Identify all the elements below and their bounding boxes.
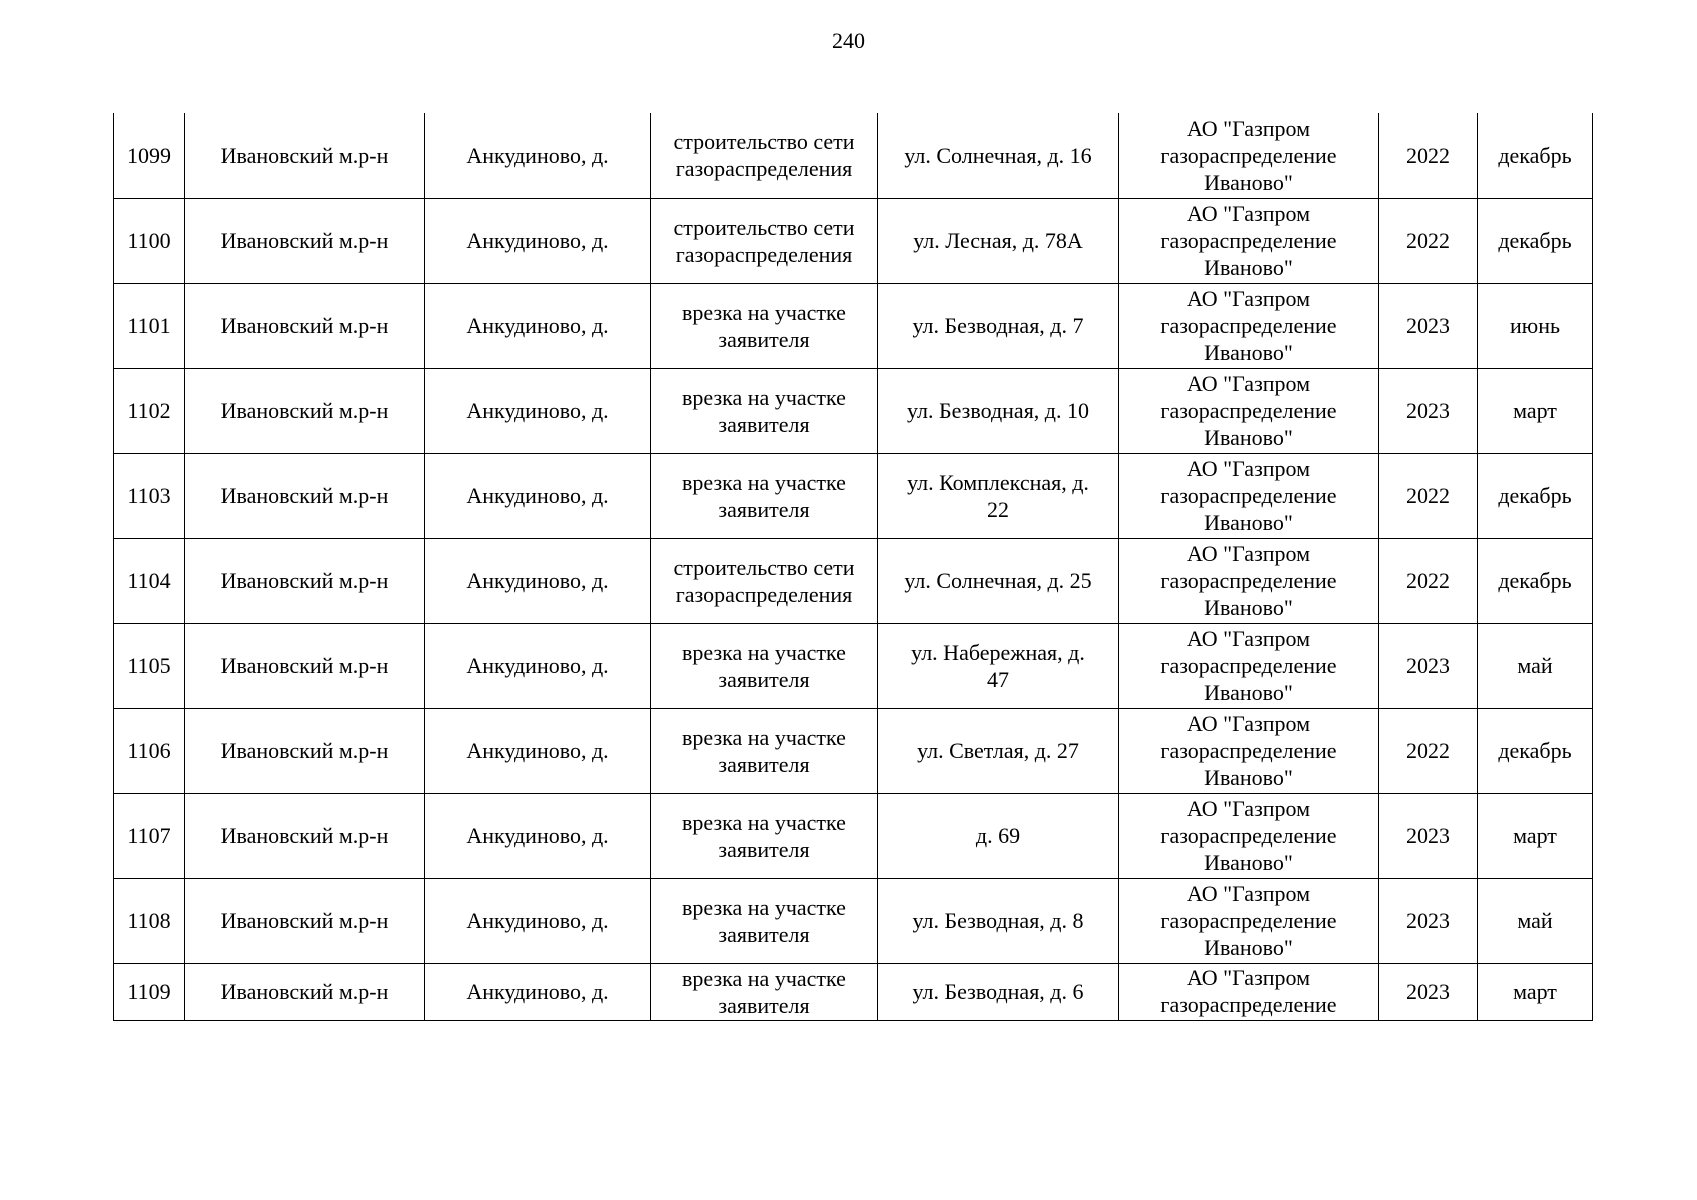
month-cell-text: май — [1517, 908, 1553, 933]
address-cell — [878, 793, 1119, 878]
address-cell — [878, 198, 1119, 283]
table-row — [114, 368, 1593, 453]
gas-connection-table — [113, 113, 1593, 1021]
row-number-cell — [114, 113, 185, 198]
month-cell — [1478, 368, 1593, 453]
row-number-cell — [114, 453, 185, 538]
month-cell — [1478, 793, 1593, 878]
month-cell — [1478, 878, 1593, 963]
locality-cell-text: Анкудиново, д. — [466, 483, 609, 508]
work-type-cell — [651, 538, 878, 623]
org-cell — [1119, 623, 1379, 708]
year-cell — [1379, 113, 1478, 198]
address-cell — [878, 538, 1119, 623]
row-number-cell — [114, 538, 185, 623]
locality-cell-text: Анкудиново, д. — [466, 653, 609, 678]
work-type-cell — [651, 878, 878, 963]
district-cell — [185, 708, 425, 793]
locality-cell — [425, 283, 651, 368]
work-type-cell — [651, 453, 878, 538]
month-cell — [1478, 283, 1593, 368]
work-type-cell-text: врезка на участке заявителя — [682, 965, 846, 1018]
row-number-cell — [114, 878, 185, 963]
row-number-cell-text: 1109 — [127, 979, 171, 1004]
org-cell — [1119, 708, 1379, 793]
year-cell — [1379, 793, 1478, 878]
month-cell-text: декабрь — [1498, 142, 1572, 168]
address-cell-text: ул. Безводная, д. 6 — [912, 979, 1084, 1004]
org-cell — [1119, 538, 1379, 623]
locality-cell-text: Анкудиново, д. — [466, 313, 609, 338]
table-row — [114, 708, 1593, 793]
locality-cell-text: Анкудиново, д. — [466, 228, 609, 253]
district-cell-text: Ивановский м.р-н — [220, 653, 389, 678]
work-type-cell — [651, 708, 878, 793]
address-cell — [878, 963, 1119, 1020]
work-type-cell-text: строительство сети газораспределения — [673, 129, 855, 182]
table-row — [114, 283, 1593, 368]
address-cell-text: ул. Светлая, д. 27 — [917, 738, 1079, 763]
locality-cell-text: Анкудиново, д. — [466, 398, 609, 423]
row-number-cell — [114, 283, 185, 368]
address-cell-text: ул. Безводная, д. 10 — [906, 398, 1089, 423]
row-number-cell-text: 1103 — [127, 483, 171, 508]
table-row — [114, 878, 1593, 963]
district-cell-text: Ивановский м.р-н — [220, 979, 389, 1004]
year-cell-text: 2023 — [1406, 398, 1450, 423]
year-cell-text: 2022 — [1406, 483, 1450, 508]
address-cell-text: ул. Солнечная, д. 16 — [904, 142, 1092, 168]
year-cell-text: 2023 — [1406, 979, 1450, 1004]
month-cell-text: март — [1513, 398, 1557, 423]
district-cell-text: Ивановский м.р-н — [220, 568, 389, 593]
locality-cell — [425, 793, 651, 878]
row-number-cell — [114, 708, 185, 793]
month-cell — [1478, 453, 1593, 538]
table-body — [114, 113, 1593, 1020]
work-type-cell-text: врезка на участке заявителя — [682, 384, 846, 437]
address-cell — [878, 368, 1119, 453]
row-number-cell — [114, 963, 185, 1020]
work-type-cell-text: строительство сети газораспределения — [673, 214, 855, 267]
year-cell — [1379, 198, 1478, 283]
year-cell — [1379, 878, 1478, 963]
year-cell-text: 2022 — [1406, 738, 1450, 763]
address-cell-text: ул. Комплексная, д. 22 — [907, 469, 1089, 522]
month-cell — [1478, 963, 1593, 1020]
locality-cell-text: Анкудиново, д. — [466, 979, 609, 1004]
district-cell — [185, 538, 425, 623]
district-cell — [185, 453, 425, 538]
work-type-cell — [651, 198, 878, 283]
table-row — [114, 963, 1593, 1020]
org-cell-text: АО "Газпром газораспределение Иваново" — [1160, 115, 1337, 195]
work-type-cell-text: врезка на участке заявителя — [682, 809, 846, 862]
address-cell-text: ул. Безводная, д. 8 — [912, 908, 1084, 933]
month-cell — [1478, 198, 1593, 283]
org-cell — [1119, 878, 1379, 963]
month-cell — [1478, 538, 1593, 623]
district-cell-text: Ивановский м.р-н — [220, 398, 389, 423]
month-cell — [1478, 623, 1593, 708]
locality-cell — [425, 538, 651, 623]
org-cell-text: АО "Газпром газораспределение Иваново" — [1160, 456, 1337, 535]
month-cell-text: декабрь — [1498, 738, 1572, 763]
district-cell — [185, 878, 425, 963]
work-type-cell — [651, 623, 878, 708]
locality-cell — [425, 368, 651, 453]
locality-cell-text: Анкудиново, д. — [466, 142, 609, 168]
district-cell-text: Ивановский м.р-н — [220, 228, 389, 253]
year-cell — [1379, 538, 1478, 623]
district-cell — [185, 283, 425, 368]
org-cell-text: АО "Газпром газораспределение Иваново" — [1160, 541, 1337, 620]
month-cell-text: декабрь — [1498, 228, 1572, 253]
locality-cell-text: Анкудиново, д. — [466, 568, 609, 593]
year-cell-text: 2023 — [1406, 653, 1450, 678]
org-cell-text: АО "Газпром газораспределение — [1160, 964, 1337, 1017]
page-number: 240 — [832, 28, 865, 53]
address-cell-text: д. 69 — [975, 823, 1021, 848]
row-number-cell — [114, 623, 185, 708]
work-type-cell — [651, 368, 878, 453]
work-type-cell-text: строительство сети газораспределения — [673, 554, 855, 607]
month-cell-text: май — [1517, 653, 1553, 678]
org-cell — [1119, 963, 1379, 1020]
org-cell — [1119, 368, 1379, 453]
address-cell — [878, 113, 1119, 198]
org-cell-text: АО "Газпром газораспределение Иваново" — [1160, 881, 1337, 960]
district-cell-text: Ивановский м.р-н — [220, 313, 389, 338]
locality-cell-text: Анкудиново, д. — [466, 908, 609, 933]
table-row — [114, 538, 1593, 623]
district-cell — [185, 113, 425, 198]
year-cell — [1379, 623, 1478, 708]
address-cell — [878, 453, 1119, 538]
district-cell-text: Ивановский м.р-н — [220, 908, 389, 933]
locality-cell — [425, 113, 651, 198]
district-cell-text: Ивановский м.р-н — [220, 142, 389, 168]
district-cell — [185, 623, 425, 708]
year-cell — [1379, 368, 1478, 453]
org-cell-text: АО "Газпром газораспределение Иваново" — [1160, 796, 1337, 875]
month-cell-text: март — [1513, 823, 1557, 848]
locality-cell — [425, 453, 651, 538]
org-cell-text: АО "Газпром газораспределение Иваново" — [1160, 286, 1337, 365]
table-row — [114, 453, 1593, 538]
org-cell-text: АО "Газпром газораспределение Иваново" — [1160, 371, 1337, 450]
row-number-cell-text: 1105 — [127, 653, 171, 678]
row-number-cell-text: 1100 — [127, 228, 171, 253]
row-number-cell-text: 1108 — [127, 908, 171, 933]
district-cell — [185, 963, 425, 1020]
locality-cell-text: Анкудиново, д. — [466, 738, 609, 763]
work-type-cell-text: врезка на участке заявителя — [682, 299, 846, 352]
address-cell — [878, 878, 1119, 963]
year-cell-text: 2023 — [1406, 908, 1450, 933]
row-number-cell-text: 1104 — [127, 568, 171, 593]
address-cell-text: ул. Набережная, д. 47 — [911, 639, 1085, 692]
row-number-cell-text: 1107 — [127, 823, 171, 848]
work-type-cell-text: врезка на участке заявителя — [682, 469, 846, 522]
district-cell-text: Ивановский м.р-н — [220, 738, 389, 763]
locality-cell — [425, 198, 651, 283]
locality-cell — [425, 708, 651, 793]
year-cell — [1379, 708, 1478, 793]
row-number-cell-text: 1106 — [127, 738, 171, 763]
month-cell — [1478, 708, 1593, 793]
district-cell-text: Ивановский м.р-н — [220, 483, 389, 508]
table-row — [114, 793, 1593, 878]
address-cell — [878, 283, 1119, 368]
month-cell-text: декабрь — [1498, 483, 1572, 508]
work-type-cell-text: врезка на участке заявителя — [682, 894, 846, 947]
year-cell — [1379, 283, 1478, 368]
org-cell-text: АО "Газпром газораспределение Иваново" — [1160, 626, 1337, 705]
work-type-cell — [651, 113, 878, 198]
locality-cell — [425, 623, 651, 708]
row-number-cell-text: 1102 — [127, 398, 171, 423]
year-cell-text: 2022 — [1406, 228, 1450, 253]
address-cell — [878, 708, 1119, 793]
month-cell — [1478, 113, 1593, 198]
org-cell — [1119, 283, 1379, 368]
row-number-cell — [114, 368, 185, 453]
locality-cell — [425, 878, 651, 963]
year-cell-text: 2022 — [1406, 142, 1450, 168]
row-number-cell-text: 1099 — [127, 142, 171, 168]
address-cell — [878, 623, 1119, 708]
work-type-cell-text: врезка на участке заявителя — [682, 724, 846, 777]
table-row — [114, 113, 1593, 198]
org-cell — [1119, 198, 1379, 283]
district-cell — [185, 198, 425, 283]
month-cell-text: март — [1513, 979, 1557, 1004]
month-cell-text: декабрь — [1498, 568, 1572, 593]
row-number-cell — [114, 198, 185, 283]
district-cell — [185, 368, 425, 453]
org-cell — [1119, 793, 1379, 878]
year-cell-text: 2022 — [1406, 568, 1450, 593]
table-row — [114, 623, 1593, 708]
district-cell-text: Ивановский м.р-н — [220, 823, 389, 848]
work-type-cell — [651, 793, 878, 878]
table-row — [114, 198, 1593, 283]
address-cell-text: ул. Безводная, д. 7 — [912, 313, 1084, 338]
address-cell-text: ул. Лесная, д. 78А — [913, 228, 1083, 253]
row-number-cell-text: 1101 — [127, 313, 171, 338]
row-number-cell — [114, 793, 185, 878]
locality-cell — [425, 963, 651, 1020]
work-type-cell — [651, 283, 878, 368]
org-cell — [1119, 113, 1379, 198]
year-cell — [1379, 963, 1478, 1020]
address-cell-text: ул. Солнечная, д. 25 — [904, 568, 1092, 593]
locality-cell-text: Анкудиново, д. — [466, 823, 609, 848]
year-cell — [1379, 453, 1478, 538]
month-cell-text: июнь — [1509, 313, 1560, 338]
year-cell-text: 2023 — [1406, 823, 1450, 848]
org-cell-text: АО "Газпром газораспределение Иваново" — [1160, 201, 1337, 280]
org-cell-text: АО "Газпром газораспределение Иваново" — [1160, 711, 1337, 790]
work-type-cell-text: врезка на участке заявителя — [682, 639, 846, 692]
org-cell — [1119, 453, 1379, 538]
year-cell-text: 2023 — [1406, 313, 1450, 338]
work-type-cell — [651, 963, 878, 1020]
district-cell — [185, 793, 425, 878]
